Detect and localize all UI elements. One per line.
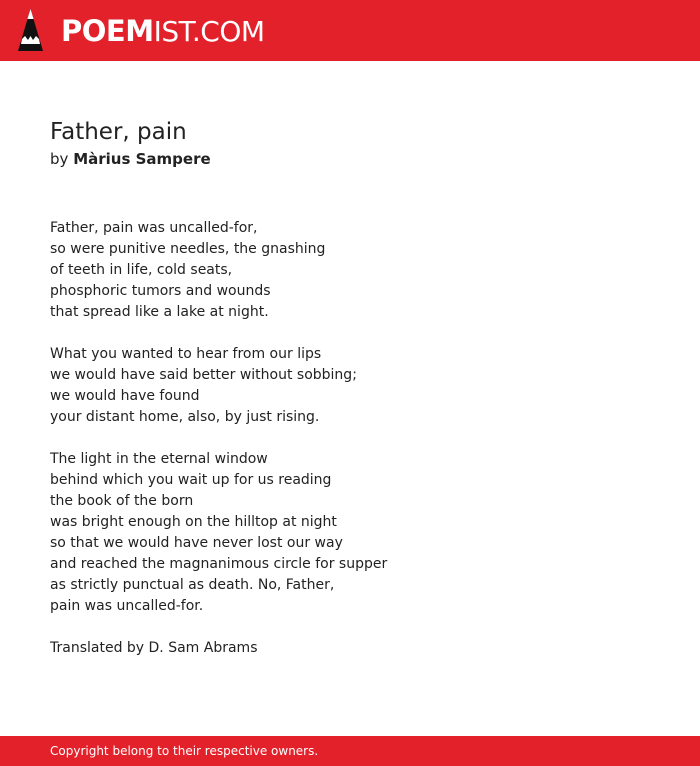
poem-line: behind which you wait up for us reading — [50, 472, 332, 488]
poem-line: as strictly punctual as death. No, Father, — [50, 577, 335, 593]
translator-credit: Translated by D. Sam Abrams — [50, 640, 258, 656]
poem-line: that spread like a lake at night. — [50, 304, 269, 320]
poem-line: and reached the magnanimous circle for supper — [50, 556, 388, 572]
stanza-break — [50, 323, 650, 344]
poem-line: so that we would have never lost our way — [50, 535, 343, 551]
poem-line: The light in the eternal window — [50, 451, 268, 467]
stanza-break — [50, 428, 650, 449]
poem-line: was bright enough on the hilltop at night — [50, 514, 337, 530]
poem-line: your distant home, also, by just rising. — [50, 409, 320, 425]
logo-light-text: IST.COM — [153, 15, 265, 48]
byline-prefix: by — [50, 150, 69, 168]
poem-line: Father, pain was uncalled-for, — [50, 220, 258, 236]
site-footer — [0, 736, 700, 766]
byline — [50, 148, 211, 170]
poem-line: so were punitive needles, the gnashing — [50, 241, 326, 257]
stanza-break — [50, 617, 650, 638]
author-name: Màrius Sampere — [73, 150, 211, 168]
site-header — [0, 0, 700, 61]
poem-line: phosphoric tumors and wounds — [50, 283, 271, 299]
site-logo[interactable] — [61, 13, 265, 50]
poem-line: What you wanted to hear from our lips — [50, 346, 322, 362]
poem-title: Father, pain — [50, 119, 187, 145]
logo-bold-text: POEM — [61, 14, 154, 48]
pencil-tip-icon[interactable] — [18, 9, 43, 51]
poem-line: of teeth in life, cold seats, — [50, 262, 233, 278]
poem-line: the book of the born — [50, 493, 194, 509]
poem-body — [50, 218, 650, 659]
poem-line: we would have found — [50, 388, 200, 404]
poem-line: pain was uncalled-for. — [50, 598, 204, 614]
poem-line: we would have said better without sobbing; — [50, 367, 357, 383]
copyright-notice: Copyright belong to their respective owners. — [50, 744, 319, 758]
